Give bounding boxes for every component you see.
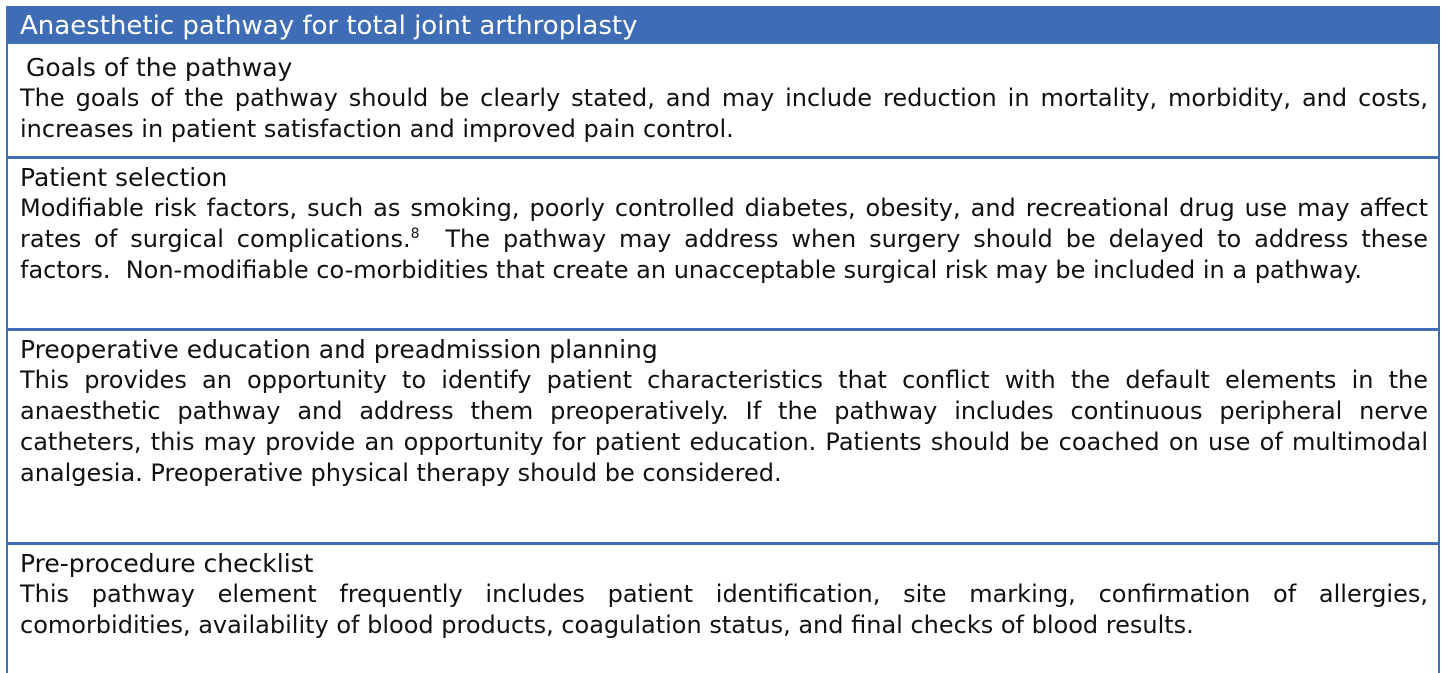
reference-superscript: 8 <box>410 226 420 242</box>
section-body-pre-procedure-checklist: This pathway element frequently includes patient identification, site marking, confirmation of allergies, comorbidities, availability of blood products, coagulation status, and final checks of blood results. <box>20 580 1428 639</box>
body-text-part-2: The pathway may address when surgery should be delayed to address these factors. Non-modifiable co-morbidities that create an unacceptable surgical risk may be included in a pathway. <box>20 225 1436 284</box>
table-title: Anaesthetic pathway for total joint arthroplasty <box>20 11 638 41</box>
section-goals <box>8 44 1438 156</box>
table-header <box>8 8 1438 44</box>
body-text-part-1: Modifiable risk factors, such as smoking, poorly controlled diabetes, obesity, and recreational drug use may affect rates of surgical complications. <box>20 194 1428 253</box>
section-title-preoperative-education: Preoperative education and preadmission planning <box>20 335 658 364</box>
section-body-preoperative-education: This provides an opportunity to identify patient characteristics that conflict with the default elements in the anaesthetic pathway and address them preoperatively. If the pathway includes continuous peripheral nerve catheters, this may provide an opportunity for patient education. Patients should be coached on use of multimodal analgesia. Preoperative physical therapy should be considered. <box>20 366 1428 487</box>
section-body-patient-selection <box>20 193 1436 286</box>
section-pre-procedure-checklist <box>8 542 1438 673</box>
section-title-goals: Goals of the pathway <box>26 53 293 82</box>
section-body-goals: The goals of the pathway should be clearly stated, and may include reduction in mortality, morbidity, and costs, increases in patient satisfaction and improved pain control. <box>20 84 1428 143</box>
pathway-table <box>6 6 1440 673</box>
section-title-pre-procedure-checklist: Pre-procedure checklist <box>20 549 314 578</box>
section-patient-selection <box>8 156 1438 328</box>
section-title-patient-selection: Patient selection <box>20 163 228 192</box>
section-preoperative-education <box>8 328 1438 542</box>
